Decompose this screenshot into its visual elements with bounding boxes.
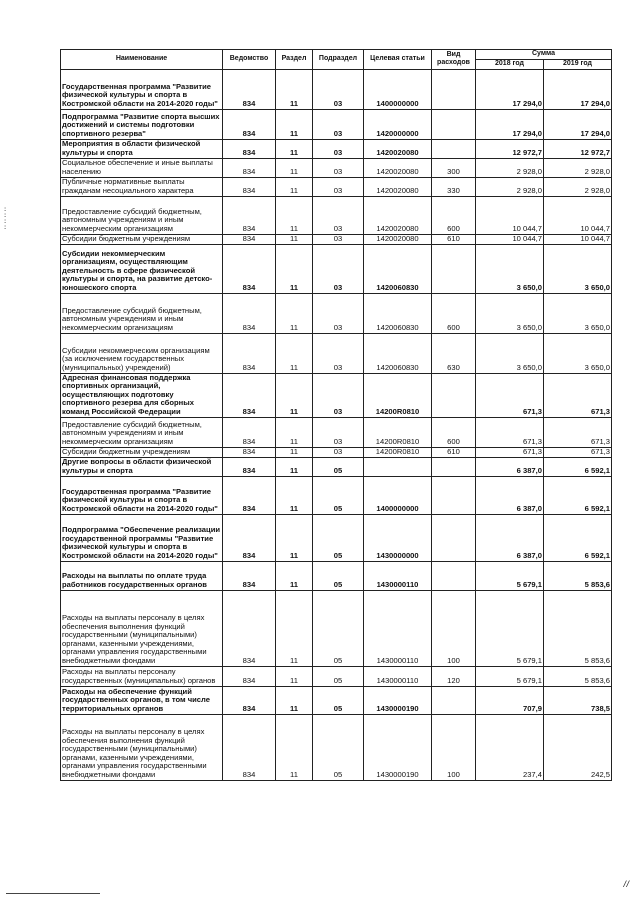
cell-target: 1400000000 [364,476,432,514]
cell-exptype: 600 [432,196,476,234]
cell-name: Субсидии некоммерческим организациям, осуществляющим деятельность в сфере физической культуры и спорта, на развитие детско-юношеского спорта [61,244,223,293]
cell-section: 11 [276,196,313,234]
col-header-subsection: Подраздел [313,50,364,70]
cell-target: 1430000110 [364,590,432,666]
cell-2019: 3 650,0 [544,244,612,293]
cell-name: Государственная программа "Развитие физической культуры и спорта в Костромской области на 2014-2020 годы" [61,69,223,109]
cell-2018: 3 650,0 [476,333,544,373]
cell-subsection: 03 [313,234,364,244]
cell-dept: 834 [223,417,276,447]
cell-exptype: 100 [432,590,476,666]
cell-section: 11 [276,417,313,447]
cell-2018: 2 928,0 [476,158,544,177]
cell-2018: 6 387,0 [476,514,544,561]
table-row [61,196,612,234]
cell-section: 11 [276,476,313,514]
col-header-2019: 2019 год [544,60,612,70]
cell-name: Государственная программа "Развитие физической культуры и спорта в Костромской области на 2014-2020 годы" [61,476,223,514]
cell-2019: 738,5 [544,686,612,714]
cell-name: Мероприятия в области физической культуры и спорта [61,139,223,158]
cell-exptype [432,244,476,293]
cell-section: 11 [276,514,313,561]
cell-2019: 17 294,0 [544,69,612,109]
table-row [61,476,612,514]
cell-target: 1420020080 [364,158,432,177]
table-row [61,666,612,686]
table-row [61,293,612,333]
cell-exptype [432,69,476,109]
cell-dept: 834 [223,109,276,139]
cell-exptype [432,514,476,561]
cell-dept: 834 [223,158,276,177]
cell-section: 11 [276,333,313,373]
cell-exptype [432,476,476,514]
cell-name: Расходы на обеспечение функций государственных органов, в том числе территориальных органов [61,686,223,714]
cell-subsection: 03 [313,109,364,139]
cell-2019: 671,3 [544,373,612,417]
cell-dept: 834 [223,196,276,234]
table-row [61,139,612,158]
table-row [61,457,612,476]
cell-subsection: 03 [313,417,364,447]
cell-exptype: 630 [432,333,476,373]
cell-name: Предоставление субсидий бюджетным, автономным учреждениям и иным некоммерческим организациям [61,196,223,234]
cell-section: 11 [276,561,313,590]
cell-2019: 5 853,6 [544,590,612,666]
cell-section: 11 [276,244,313,293]
cell-target: 1420060830 [364,244,432,293]
cell-2018: 671,3 [476,373,544,417]
cell-target: 1420060830 [364,293,432,333]
cell-2018: 671,3 [476,417,544,447]
cell-2018: 237,4 [476,714,544,780]
cell-subsection: 05 [313,686,364,714]
cell-exptype [432,109,476,139]
cell-exptype [432,373,476,417]
cell-2019: 6 592,1 [544,514,612,561]
cell-dept: 834 [223,69,276,109]
cell-target: 14200R0810 [364,447,432,457]
cell-dept: 834 [223,666,276,686]
cell-exptype [432,686,476,714]
col-header-name: Наименование [61,50,223,70]
cell-2018: 17 294,0 [476,109,544,139]
cell-subsection: 03 [313,293,364,333]
cell-dept: 834 [223,293,276,333]
cell-subsection: 03 [313,139,364,158]
cell-2019: 671,3 [544,417,612,447]
cell-section: 11 [276,686,313,714]
cell-name: Расходы на выплаты персоналу государственных (муниципальных) органов [61,666,223,686]
cell-2018: 6 387,0 [476,476,544,514]
cell-target: 1420020080 [364,177,432,196]
cell-section: 11 [276,234,313,244]
cell-2018: 2 928,0 [476,177,544,196]
cell-dept: 834 [223,561,276,590]
table-row [61,686,612,714]
cell-subsection: 03 [313,196,364,234]
cell-subsection: 03 [313,177,364,196]
cell-subsection: 05 [313,457,364,476]
budget-table [60,49,612,781]
table-row [61,69,612,109]
cell-2019: 3 650,0 [544,333,612,373]
footer-rule [6,893,100,894]
table-row [61,447,612,457]
cell-subsection: 03 [313,447,364,457]
cell-name: Другие вопросы в области физической культуры и спорта [61,457,223,476]
cell-2018: 10 044,7 [476,196,544,234]
cell-subsection: 03 [313,244,364,293]
cell-2018: 3 650,0 [476,244,544,293]
cell-dept: 834 [223,457,276,476]
cell-section: 11 [276,447,313,457]
cell-2018: 3 650,0 [476,293,544,333]
cell-subsection: 03 [313,69,364,109]
cell-name: Субсидии бюджетным учреждениям [61,234,223,244]
cell-target: 14200R0810 [364,417,432,447]
cell-2019: 2 928,0 [544,177,612,196]
cell-name: Расходы на выплаты персоналу в целях обеспечения выполнения функций государственными (муниципальными) органами, казенными учреждениями, органами управления государственными внебюджетными фондами [61,714,223,780]
cell-name: Публичные нормативные выплаты гражданам несоциального характера [61,177,223,196]
cell-section: 11 [276,139,313,158]
table-row [61,417,612,447]
cell-target: 1430000190 [364,686,432,714]
cell-2019: 2 928,0 [544,158,612,177]
cell-target: 1430000000 [364,514,432,561]
table-row [61,714,612,780]
cell-name: Субсидии некоммерческим организациям (за исключением государственных (муниципальных) учреждений) [61,333,223,373]
cell-subsection: 05 [313,590,364,666]
col-header-section: Раздел [276,50,313,70]
cell-section: 11 [276,177,313,196]
cell-2019: 6 592,1 [544,476,612,514]
footer-mark: / / [623,879,628,889]
table-row [61,561,612,590]
cell-target: 1420020080 [364,139,432,158]
cell-exptype [432,457,476,476]
cell-2018: 12 972,7 [476,139,544,158]
cell-subsection: 03 [313,158,364,177]
cell-target: 1430000110 [364,561,432,590]
cell-2019: 5 853,6 [544,561,612,590]
cell-exptype: 330 [432,177,476,196]
table-row [61,590,612,666]
cell-name: Расходы на выплаты персоналу в целях обеспечения выполнения функций государственными (муниципальными) органами, казенными учреждениями, органами управления государственными внебюджетными фондами [61,590,223,666]
cell-section: 11 [276,158,313,177]
table-row [61,333,612,373]
col-header-exptype: Вид расходов [432,50,476,70]
cell-2019: 6 592,1 [544,457,612,476]
cell-section: 11 [276,666,313,686]
cell-name: Субсидии бюджетным учреждениям [61,447,223,457]
table-row [61,373,612,417]
cell-dept: 834 [223,333,276,373]
cell-dept: 834 [223,373,276,417]
cell-2018: 5 679,1 [476,561,544,590]
cell-2018: 17 294,0 [476,69,544,109]
cell-2019: 12 972,7 [544,139,612,158]
cell-exptype: 600 [432,417,476,447]
cell-subsection: 03 [313,333,364,373]
col-header-target: Целевая статьи [364,50,432,70]
table-row [61,177,612,196]
cell-exptype: 610 [432,447,476,457]
cell-section: 11 [276,714,313,780]
cell-section: 11 [276,293,313,333]
cell-exptype: 600 [432,293,476,333]
cell-2018: 707,9 [476,686,544,714]
cell-target: 1420060830 [364,333,432,373]
cell-dept: 834 [223,177,276,196]
cell-exptype: 120 [432,666,476,686]
cell-2019: 10 044,7 [544,234,612,244]
cell-name: Адресная финансовая поддержка спортивных организаций, осуществляющих подготовку спортивного резерва для сборных команд Российской Федерации [61,373,223,417]
table-row [61,158,612,177]
cell-name: Социальное обеспечение и иные выплаты населению [61,158,223,177]
cell-dept: 834 [223,590,276,666]
cell-target: 1420020080 [364,234,432,244]
cell-exptype: 100 [432,714,476,780]
cell-2018: 671,3 [476,447,544,457]
cell-2019: 242,5 [544,714,612,780]
cell-dept: 834 [223,514,276,561]
cell-target: 1430000110 [364,666,432,686]
cell-target: 1420000000 [364,109,432,139]
edge-mark: : : : : [3,205,8,231]
cell-exptype [432,561,476,590]
cell-section: 11 [276,109,313,139]
cell-subsection: 05 [313,476,364,514]
cell-dept: 834 [223,244,276,293]
cell-dept: 834 [223,139,276,158]
cell-target: 14200R0810 [364,373,432,417]
col-header-2018: 2018 год [476,60,544,70]
table-row [61,244,612,293]
cell-2018: 6 387,0 [476,457,544,476]
cell-dept: 834 [223,714,276,780]
cell-subsection: 03 [313,373,364,417]
cell-name: Предоставление субсидий бюджетным, автономным учреждениям и иным некоммерческим организациям [61,417,223,447]
cell-2019: 17 294,0 [544,109,612,139]
cell-section: 11 [276,373,313,417]
cell-2018: 10 044,7 [476,234,544,244]
cell-2018: 5 679,1 [476,590,544,666]
cell-exptype [432,139,476,158]
cell-2019: 3 650,0 [544,293,612,333]
cell-subsection: 05 [313,666,364,686]
cell-2019: 5 853,6 [544,666,612,686]
cell-dept: 834 [223,234,276,244]
cell-2019: 10 044,7 [544,196,612,234]
cell-name: Предоставление субсидий бюджетным, автономным учреждениям и иным некоммерческим организациям [61,293,223,333]
cell-target: 1420020080 [364,196,432,234]
table-row [61,234,612,244]
table-row [61,109,612,139]
cell-section: 11 [276,457,313,476]
cell-subsection: 05 [313,714,364,780]
cell-subsection: 05 [313,561,364,590]
cell-exptype: 300 [432,158,476,177]
cell-section: 11 [276,69,313,109]
cell-section: 11 [276,590,313,666]
col-header-dept: Ведомство [223,50,276,70]
cell-dept: 834 [223,686,276,714]
cell-exptype: 610 [432,234,476,244]
cell-subsection: 05 [313,514,364,561]
cell-name: Расходы на выплаты по оплате труда работников государственных органов [61,561,223,590]
table-row [61,514,612,561]
cell-2018: 5 679,1 [476,666,544,686]
cell-name: Подпрограмма "Обеспечение реализации государственной программы "Развитие физической культуры и спорта в Костромской области на 2014-2020 годы" [61,514,223,561]
cell-dept: 834 [223,476,276,514]
cell-target: 1400000000 [364,69,432,109]
cell-dept: 834 [223,447,276,457]
cell-target [364,457,432,476]
cell-target: 1430000190 [364,714,432,780]
cell-2019: 671,3 [544,447,612,457]
col-header-sum: Сумма [476,50,612,60]
cell-name: Подпрограмма "Развитие спорта высших достижений и системы подготовки спортивного резерва" [61,109,223,139]
